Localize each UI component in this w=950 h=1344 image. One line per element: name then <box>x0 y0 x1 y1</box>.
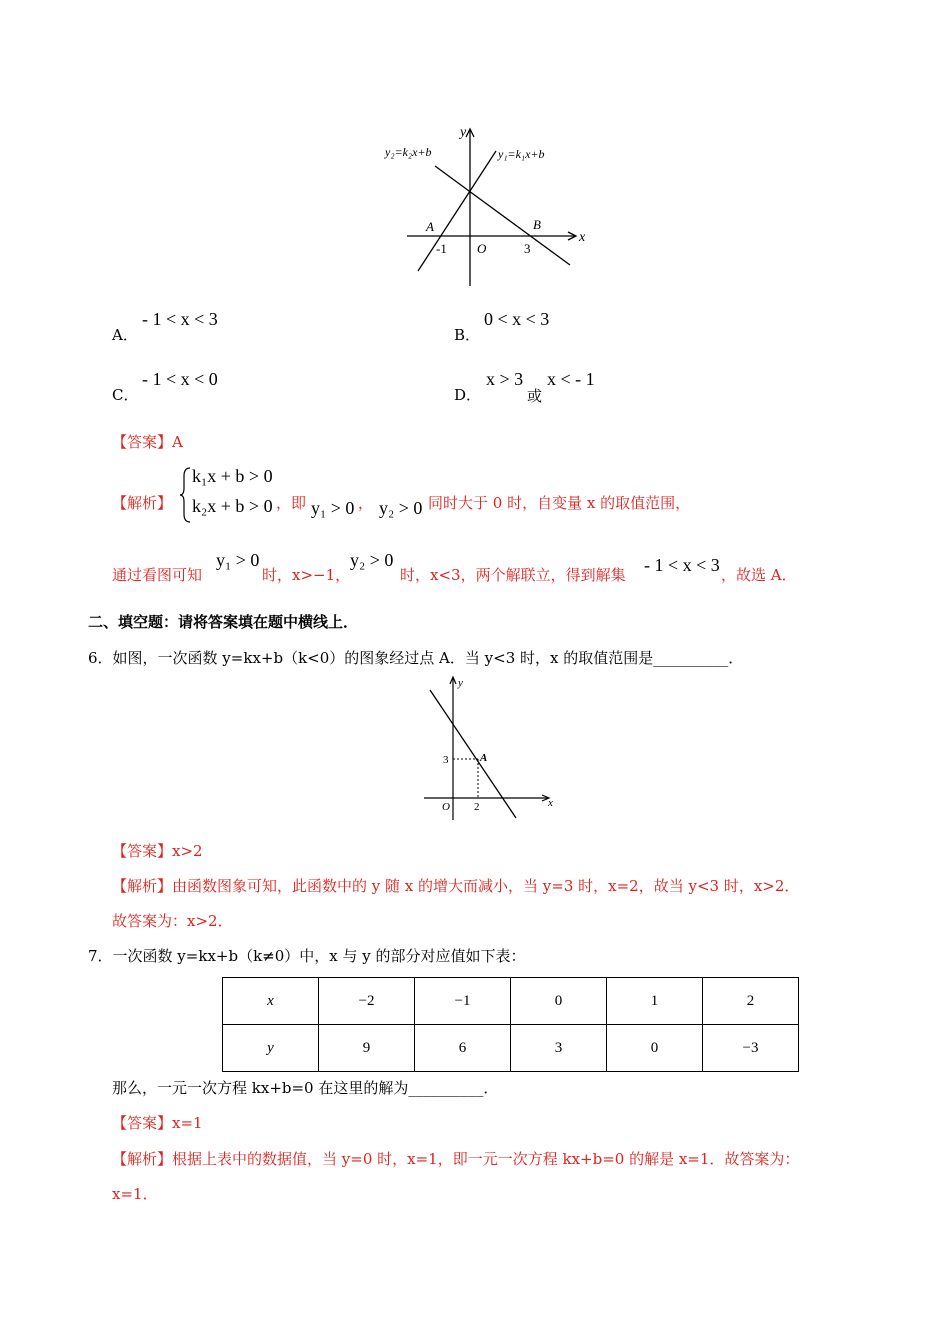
point-a-label: A <box>480 752 488 764</box>
q7-analysis-1 <box>112 1149 799 1169</box>
table-cell: 1 <box>607 978 703 1025</box>
table-cell: −3 <box>703 1025 799 1072</box>
tick-y-3: 3 <box>443 754 449 766</box>
answer-value: x=1 <box>172 1114 203 1132</box>
option-a[interactable] <box>112 325 138 345</box>
answer-value: A <box>172 433 183 451</box>
graph-two-lines <box>380 118 600 293</box>
analysis-label: 【解析】 <box>112 1150 173 1168</box>
analysis-text: 由函数图象可知，此函数中的 y 随 x 的增大而减小，当 y=3 时，x=2，故当 y<3 时，x>2． <box>172 877 800 895</box>
option-c-value: - 1 < x < 0 <box>142 369 218 389</box>
x-axis-label: x <box>548 797 553 809</box>
analysis-line2-a: 通过看图可知 <box>112 566 203 584</box>
table-cell: 9 <box>319 1025 415 1072</box>
table-cell: 6 <box>415 1025 511 1072</box>
answer-value: x>2 <box>172 842 203 860</box>
x-axis-label: x <box>579 230 586 245</box>
analysis-line2-range: - 1 < x < 3 <box>644 555 720 575</box>
analysis-line2-c: 时，x<3，两个解联立，得到解集 <box>400 566 626 584</box>
answer-label: 【答案】 <box>112 433 173 451</box>
analysis-line2-y1: y₁ > 0 <box>216 550 260 570</box>
y2-positive: y₂ > 0 <box>379 498 423 518</box>
option-d-letter: D． <box>454 386 482 404</box>
analysis-line2-b: 时，x>−1， <box>262 566 351 584</box>
origin-label: O <box>477 241 487 256</box>
tick-neg1: -1 <box>436 241 447 256</box>
y1-positive: y₁ > 0 <box>311 498 355 518</box>
option-a-value: - 1 < x < 3 <box>142 309 218 329</box>
analysis-label: 【解析】 <box>112 877 173 895</box>
q7-answer <box>112 1113 203 1133</box>
option-c-letter: C． <box>112 386 139 404</box>
analysis-line2-d: ，故选 A． <box>721 566 797 584</box>
analysis-line2-y2: y₂ > 0 <box>350 550 394 570</box>
y-axis-label: y <box>458 677 463 689</box>
table-row <box>223 978 799 1025</box>
option-d[interactable] <box>454 385 481 405</box>
table-cell: −2 <box>319 978 415 1025</box>
option-d-value-1: x > 3 <box>486 369 524 389</box>
option-b[interactable] <box>454 325 480 345</box>
option-d-or: 或 <box>527 387 543 405</box>
table-cell: y <box>223 1025 319 1072</box>
system-ineq-2: k₂x + b > 0 <box>192 496 273 516</box>
table-cell: 0 <box>607 1025 703 1072</box>
tick-3: 3 <box>524 241 531 256</box>
tick-x-2: 2 <box>474 801 480 813</box>
q5-analysis-label: 【解析】 <box>112 494 173 512</box>
answer-label: 【答案】 <box>112 1114 173 1132</box>
analysis-ji: ，即 <box>276 494 307 512</box>
option-c[interactable] <box>112 385 138 405</box>
option-d-value-2: x < - 1 <box>547 369 595 389</box>
section2-title: 二、填空题：请将答案填在题中横线上． <box>88 613 359 631</box>
q6-text: 6．如图，一次函数 y=kx+b（k<0）的图象经过点 A．当 y<3 时，x 的取值范围是__________． <box>88 649 744 667</box>
y-axis-label: y <box>460 125 467 140</box>
origin-label: O <box>442 801 450 813</box>
option-b-letter: B． <box>454 326 481 344</box>
analysis-comma: ， <box>358 494 374 512</box>
q5-answer <box>112 432 183 452</box>
table-cell: −1 <box>415 978 511 1025</box>
table-cell: 3 <box>511 1025 607 1072</box>
option-b-value: 0 < x < 3 <box>484 309 550 329</box>
table-cell: 0 <box>511 978 607 1025</box>
system-brace <box>180 466 192 524</box>
analysis-text: 根据上表中的数据值，当 y=0 时，x=1，即一元一次方程 kx+b=0 的解是 x=1．故答案为： <box>172 1150 800 1168</box>
line-y2-label: y₂=k₂x+b <box>385 145 432 159</box>
q6-answer <box>112 841 203 861</box>
point-a-label: A <box>426 219 434 234</box>
table-row <box>223 1025 799 1072</box>
analysis-tail: 同时大于 0 时，自变量 x 的取值范围， <box>428 494 691 512</box>
system-ineq-1: k₁x + b > 0 <box>192 466 273 486</box>
q7-question: 那么，一元一次方程 kx+b=0 在这里的解为__________． <box>112 1079 499 1097</box>
table-cell: 2 <box>703 978 799 1025</box>
q6-analysis-2: 故答案为：x>2． <box>112 912 233 930</box>
table-cell: x <box>223 978 319 1025</box>
q6-analysis-1 <box>112 876 799 896</box>
option-a-letter: A． <box>112 326 138 344</box>
answer-label: 【答案】 <box>112 842 173 860</box>
q7-text: 7．一次函数 y=kx+b（k≠0）中，x 与 y 的部分对应值如下表： <box>88 947 526 965</box>
graph-q6 <box>416 672 561 824</box>
line-y1-label: y₁=k₁x+b <box>498 147 545 161</box>
point-b-label: B <box>533 217 541 232</box>
q7-analysis-2: x=1． <box>112 1185 158 1203</box>
line-y2 <box>435 166 570 265</box>
value-table <box>222 977 799 1072</box>
